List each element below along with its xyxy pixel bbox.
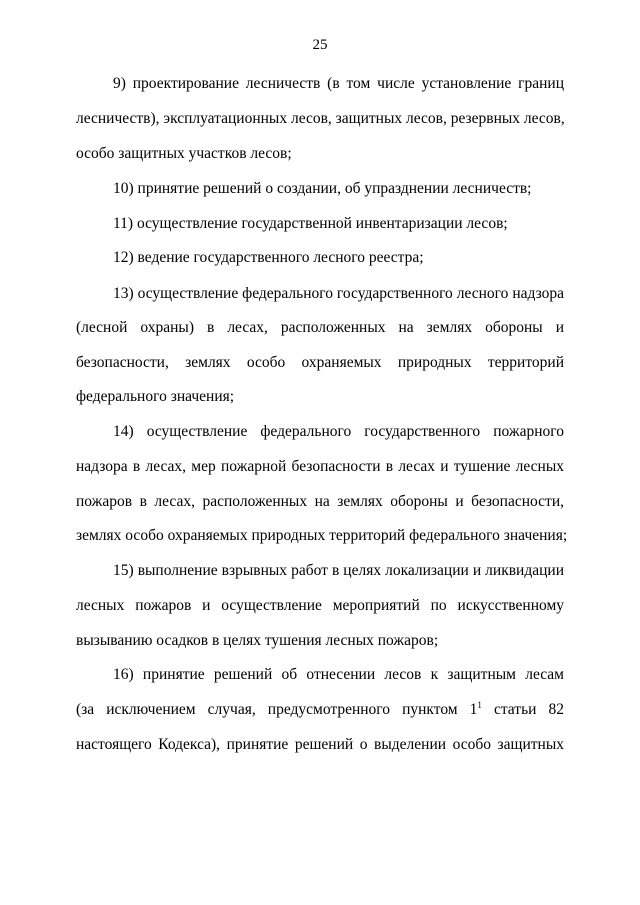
text-line: 10) принятие решений о создании, об упразднении лесничеств; <box>113 180 532 197</box>
text-line: настоящего Кодекса), принятие решений о выделении особо защитных <box>76 736 564 753</box>
text-line: особо защитных участков лесов; <box>76 145 292 162</box>
text-line: (лесной охраны) в лесах, расположенных на землях обороны и <box>76 319 564 336</box>
text-line: 12) ведение государственного лесного реестра; <box>113 249 424 266</box>
text-line: 13) осуществление федерального государственного лесного надзора <box>113 285 564 302</box>
text-line: лесничеств), эксплуатационных лесов, защитных лесов, резервных лесов, <box>76 110 565 127</box>
text-line: федерального значения; <box>76 388 235 405</box>
text-line: 11) осуществление государственной инвентаризации лесов; <box>113 215 508 232</box>
text-line: 15) выполнение взрывных работ в целях локализации и ликвидации <box>113 562 564 579</box>
text-line: вызыванию осадков в целях тушения лесных пожаров; <box>76 632 439 649</box>
text-line: безопасности, землях особо охраняемых природных территорий <box>76 354 564 371</box>
text-line: пожаров в лесах, расположенных на землях обороны и безопасности, <box>76 493 564 510</box>
text-line: 9) проектирование лесничеств (в том числе установление границ <box>113 75 564 92</box>
text-segment: (за исключением случая, предусмотренного пунктом 1 <box>76 701 478 718</box>
text-line: землях особо охраняемых природных территорий федерального значения; <box>76 527 568 544</box>
text-line-with-superscript <box>76 700 564 720</box>
text-line: надзора в лесах, мер пожарной безопасности в лесах и тушение лесных <box>76 458 564 475</box>
page-number: 25 <box>312 37 328 53</box>
text-line: лесных пожаров и осуществление мероприятий по искусственному <box>76 597 564 614</box>
text-line: 14) осуществление федерального государственного пожарного <box>113 423 564 440</box>
superscript: 1 <box>477 700 482 710</box>
text-segment: статьи 82 <box>481 701 564 718</box>
text-line: 16) принятие решений об отнесении лесов к защитным лесам <box>113 666 564 683</box>
